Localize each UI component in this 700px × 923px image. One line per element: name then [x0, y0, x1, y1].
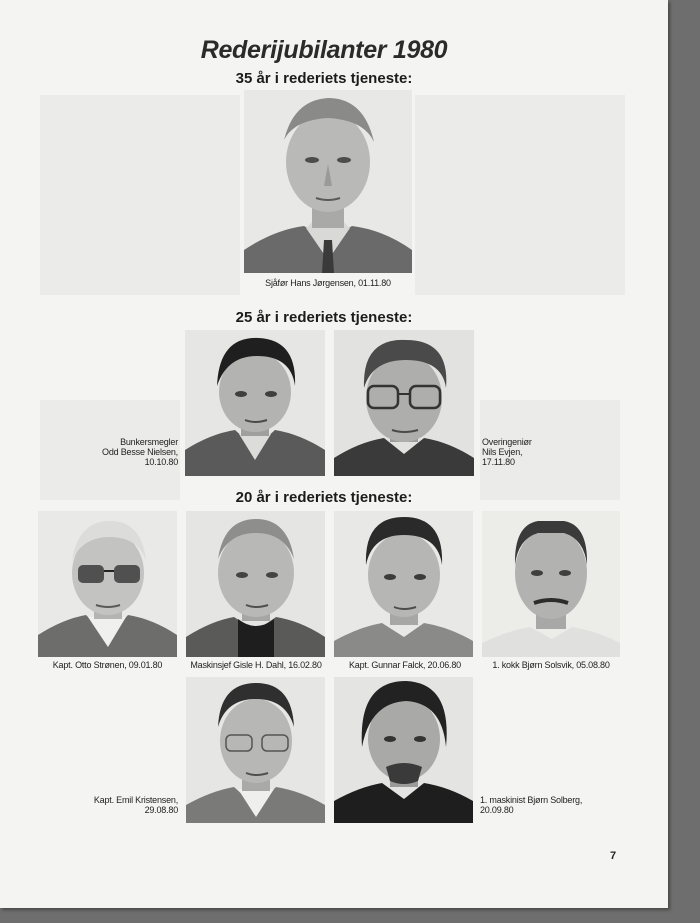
portrait-caption: Kapt. Otto Strønen, 09.01.80 [52, 660, 163, 670]
portrait-photo [186, 677, 325, 823]
page-title: Rederijubilanter 1980 [200, 36, 448, 64]
portrait-photo [185, 330, 325, 476]
section-heading-25: 25 år i rederiets tjeneste: [235, 309, 413, 326]
portrait-photo [38, 511, 177, 657]
portrait-photo [334, 330, 474, 476]
portrait-photo [334, 677, 473, 823]
portrait-caption: Maskinsjef Gisle H. Dahl, 16.02.80 [190, 660, 322, 670]
portrait-caption: Sjåfør Hans Jørgensen, 01.11.80 [265, 278, 391, 288]
portrait-caption: Kapt. Gunnar Falck, 20.06.80 [349, 660, 461, 670]
section-heading-20: 20 år i rederiets tjeneste: [235, 489, 413, 506]
portrait-caption: 1. kokk Bjørn Solsvik, 05.08.80 [492, 660, 610, 670]
portrait-photo [186, 511, 325, 657]
portrait-caption: 1. maskinist Bjørn Solberg, 20.09.80 [480, 795, 583, 815]
portrait-caption: Overingeniør Nils Evjen, 17.11.80 [482, 437, 532, 467]
portrait-photo [244, 90, 412, 273]
portrait-caption: Bunkersmegler Odd Besse Nielsen, 10.10.80 [102, 437, 178, 467]
page-number: 7 [610, 850, 617, 862]
show-through-block [40, 95, 240, 295]
section-heading-35: 35 år i rederiets tjeneste: [235, 70, 413, 87]
show-through-block [415, 95, 625, 295]
portrait-photo [482, 511, 620, 657]
portrait-caption: Kapt. Emil Kristensen, 29.08.80 [93, 795, 178, 815]
portrait-photo [334, 511, 473, 657]
